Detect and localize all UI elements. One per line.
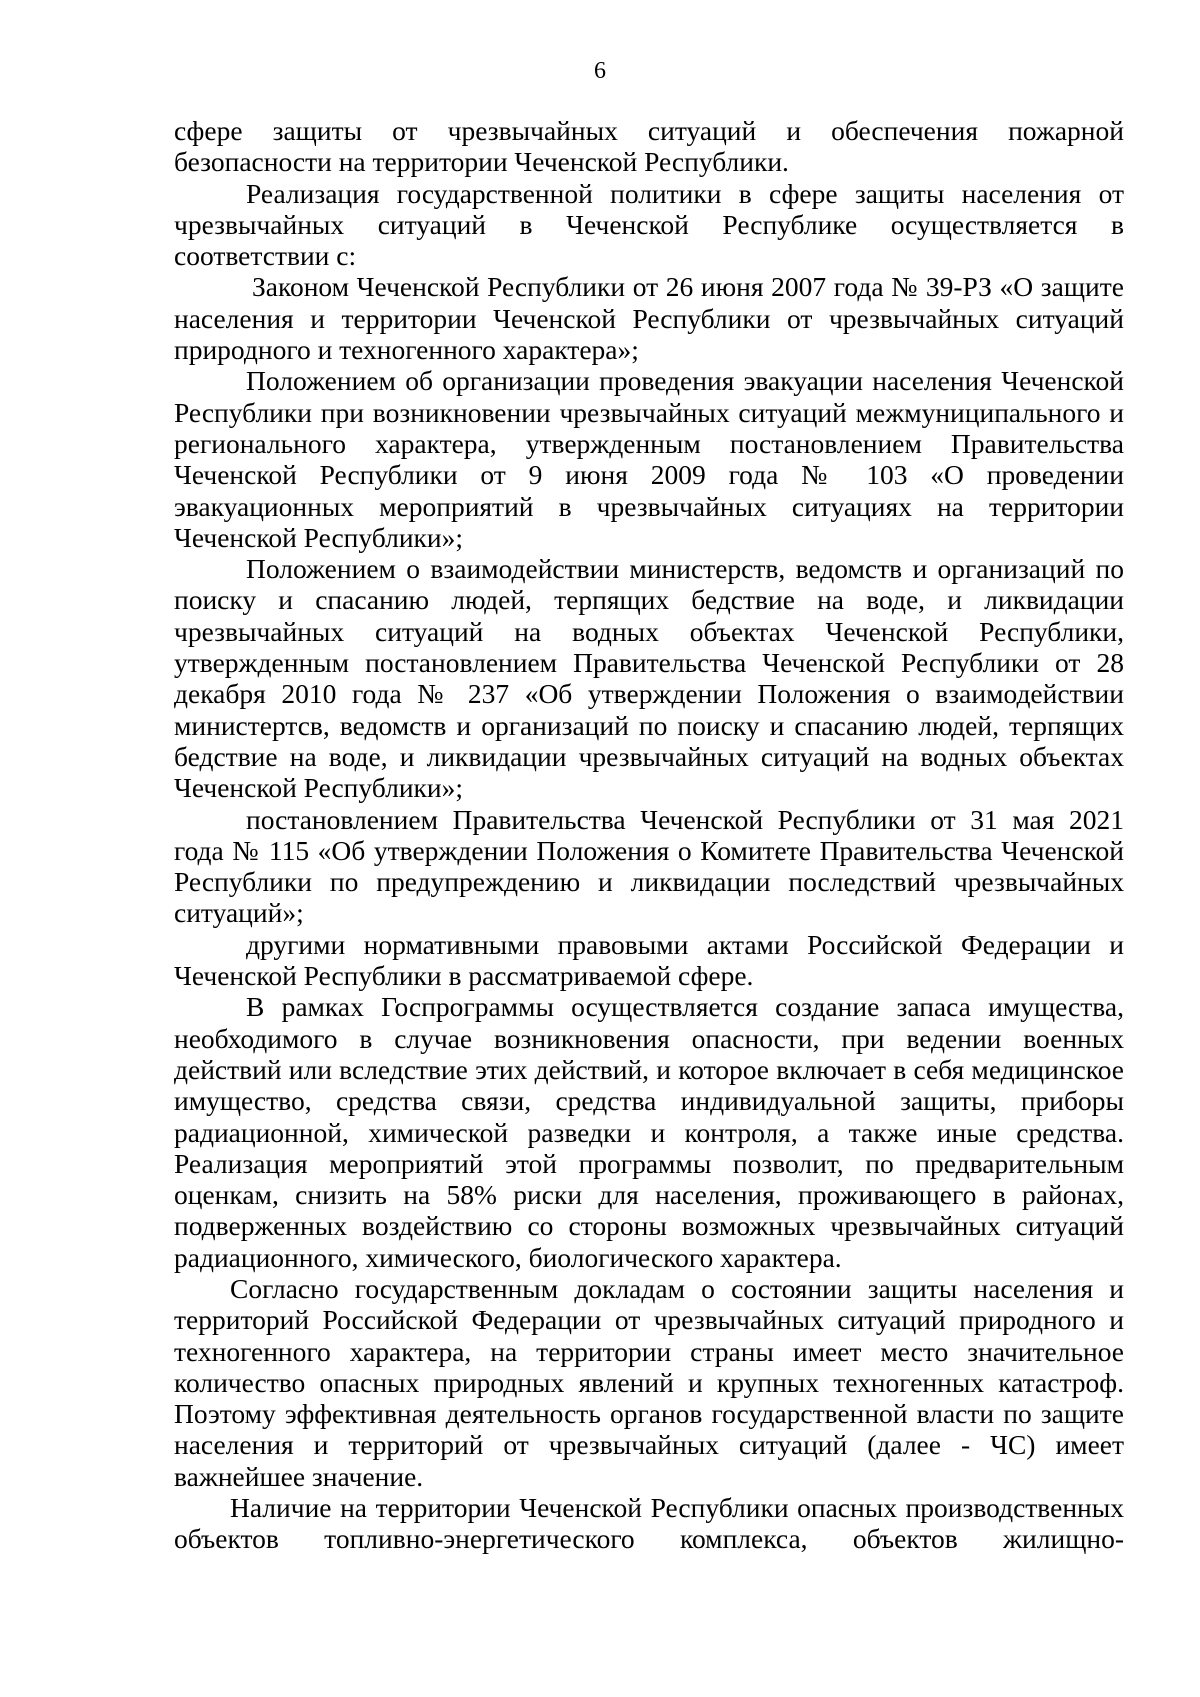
paragraph-9: Согласно государственным докладам о состоянии защиты населения и территорий Российской Федерации от чрезвычайных ситуаций природного и техногенного характера, на территории страны имеет место значительное количество опасных природных явлений и крупных техногенных катастроф. Поэтому эффективная деятельность органов государственной власти по защите населения и территорий от чрезвычайных ситуаций (далее - ЧС) имеет важнейшее значение. <box>174 1272 1124 1492</box>
paragraph-3: Законом Чеченской Республики от 26 июня 2007 года № 39-РЗ «О защите населения и территории Чеченской Республики от чрезвычайных ситуаций природного и техногенного характера»; <box>174 271 1124 366</box>
paragraph-5: Положением о взаимодействии министерств, ведомств и организаций по поиску и спасанию людей, терпящих бедствие на воде, и ликвидации чрезвычайных ситуаций на водных объектах Чеченской Республики, утвержденным постановлением Правительства Чеченской Республики от 28 декабря 2010 года № 237 «Об утверждении Положения о взаимодействии министертсв, ведомств и организаций по поиску и спасанию людей, терпящих бедствие на воде, и ликвидации чрезвычайных ситуаций на водных объектах Чеченской Республики»; <box>174 553 1124 804</box>
paragraph-1: сфере защиты от чрезвычайных ситуаций и обеспечения пожарной безопасности на территории Чеченской Республики. <box>174 115 1124 178</box>
paragraph-10: Наличие на территории Чеченской Республики опасных производственных объектов топливно-энергетического комплекса, объектов жилищно- <box>174 1492 1124 1555</box>
page-number: 6 <box>594 58 606 84</box>
paragraph-6: постановлением Правительства Чеченской Республики от 31 мая 2021 года № 115 «Об утверждении Положения о Комитете Правительства Чеченской Республики по предупреждению и ликвидации последствий чрезвычайных ситуаций»; <box>174 803 1124 929</box>
paragraph-8: В рамках Госпрограммы осуществляется создание запаса имущества, необходимого в случае возникновения опасности, при ведении военных действий или вследствие этих действий, и которое включает в себя медицинское имущество, средства связи, средства индивидуальной защиты, приборы радиационной, химической разведки и контроля, а также иные средства. Реализация мероприятий этой программы позволит, по предварительным оценкам, снизить на 58% риски для населения, проживающего в районах, подверженных воздействию со стороны возможных чрезвычайных ситуаций радиационного, химического, биологического характера. <box>174 991 1124 1273</box>
paragraph-4: Положением об организации проведения эвакуации населения Чеченской Республики при возникновении чрезвычайных ситуаций межмуниципального и регионального характера, утвержденным постановлением Правительства Чеченской Республики от 9 июня 2009 года № 103 «О проведении эвакуационных мероприятий в чрезвычайных ситуациях на территории Чеченской Республики»; <box>174 365 1124 553</box>
document-body <box>174 115 1124 1555</box>
paragraph-7: другими нормативными правовыми актами Российской Федерации и Чеченской Республики в рассматриваемой сфере. <box>174 928 1124 992</box>
paragraph-2: Реализация государственной политики в сфере защиты населения от чрезвычайных ситуаций в Чеченской Республике осуществляется в соответствии с: <box>174 177 1124 272</box>
